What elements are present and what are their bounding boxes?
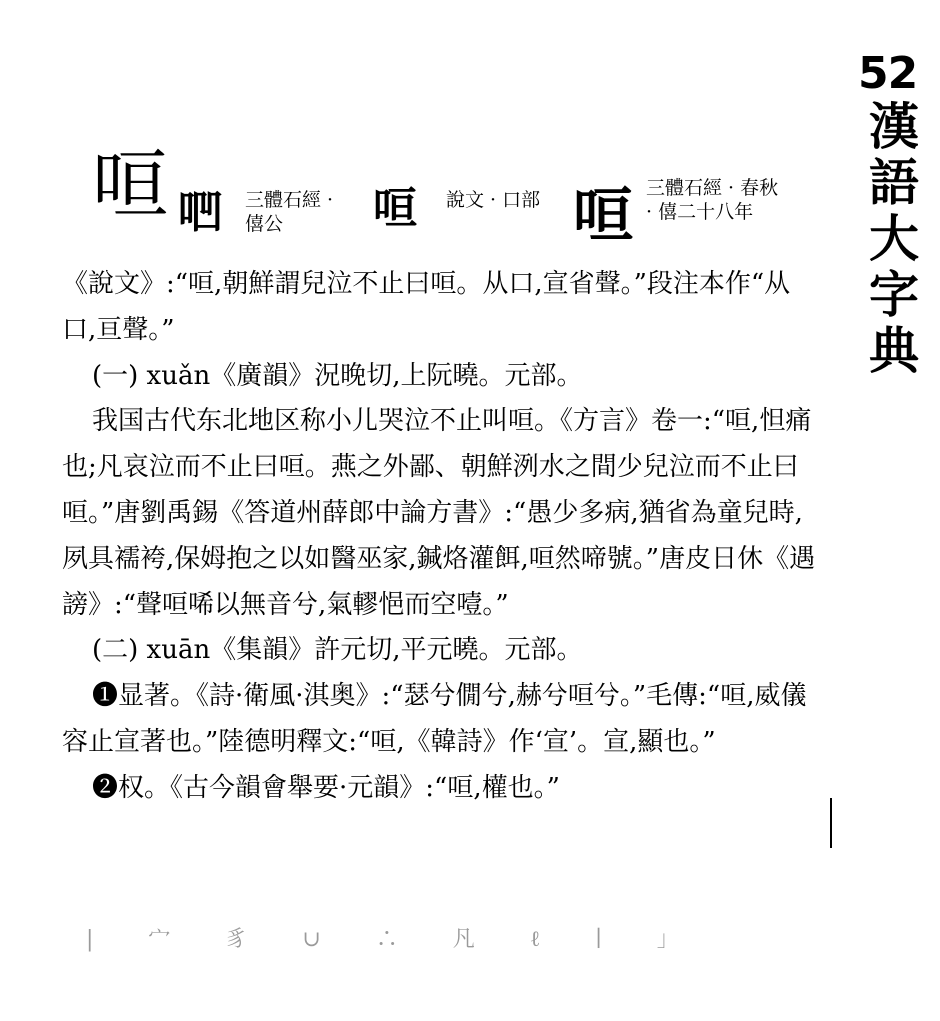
ancient-form-3: 咺 [573, 181, 633, 251]
reading-1-definition: 我国古代东北地区称小儿哭泣不止叫咺。《方言》卷一:“咺,怛痛也;凡哀泣而不止曰咺。燕之外鄙、朝鮮洌水之間少兒泣而不止曰咺。”唐劉禹錫《答道州薛郎中論方書》:“愚少多病,猶省為童兒時,夙具襦袴,保姆抱之以如醫巫家,鍼烙灌餌,咺然啼號。”唐皮日休《遇謗》:“聲咺唏以無音兮,氣轇悒而空噎。” [62, 406, 816, 620]
page-number: 52 [858, 48, 918, 99]
ancient-form-1-source [245, 188, 333, 236]
scan-artifacts: | 宀 豸 ∪ ∴ 凡 ℓ ∣ ｣ [86, 927, 692, 952]
source-line: 三體石經 · [245, 189, 334, 211]
book-title: 漢語大字典 [861, 100, 920, 380]
reading-2-header: (二) xuān《集韻》許元切,平元曉。元部。 [92, 635, 583, 666]
ancient-form-3-source [646, 176, 778, 224]
headword: 咺 [92, 140, 168, 229]
source-line: 三體石經 · 春秋 [646, 177, 779, 199]
ancient-form-1: 𠱃 [178, 187, 222, 238]
shuowen-citation: 《說文》:“咺,朝鮮謂兒泣不止曰咺。从口,宣省聲。”段注本作“从口,亘聲。” [62, 269, 791, 345]
ancient-form-2: 咺 [373, 183, 417, 234]
ancient-form-2-source [446, 188, 540, 212]
entry-body [62, 262, 822, 812]
reading-1-header: (一) xuǎn《廣韻》況晚切,上阮曉。元部。 [92, 360, 583, 391]
sense-2: ❷权。《古今韻會舉要·元韻》:“咺,權也。” [92, 772, 560, 803]
source-line: · 僖二十八年 [646, 201, 754, 223]
source-line: 僖公 [245, 213, 284, 235]
source-line: 說文 · 口部 [446, 189, 541, 211]
sense-1: ❶显著。《詩·衛風·淇奥》:“瑟兮僩兮,赫兮咺兮。”毛傳:“咺,威儀容止宣著也。”陸德明釋文:“咺,《韓詩》作‘宣’。宣,顯也。” [62, 681, 807, 757]
margin-rule [830, 798, 832, 848]
